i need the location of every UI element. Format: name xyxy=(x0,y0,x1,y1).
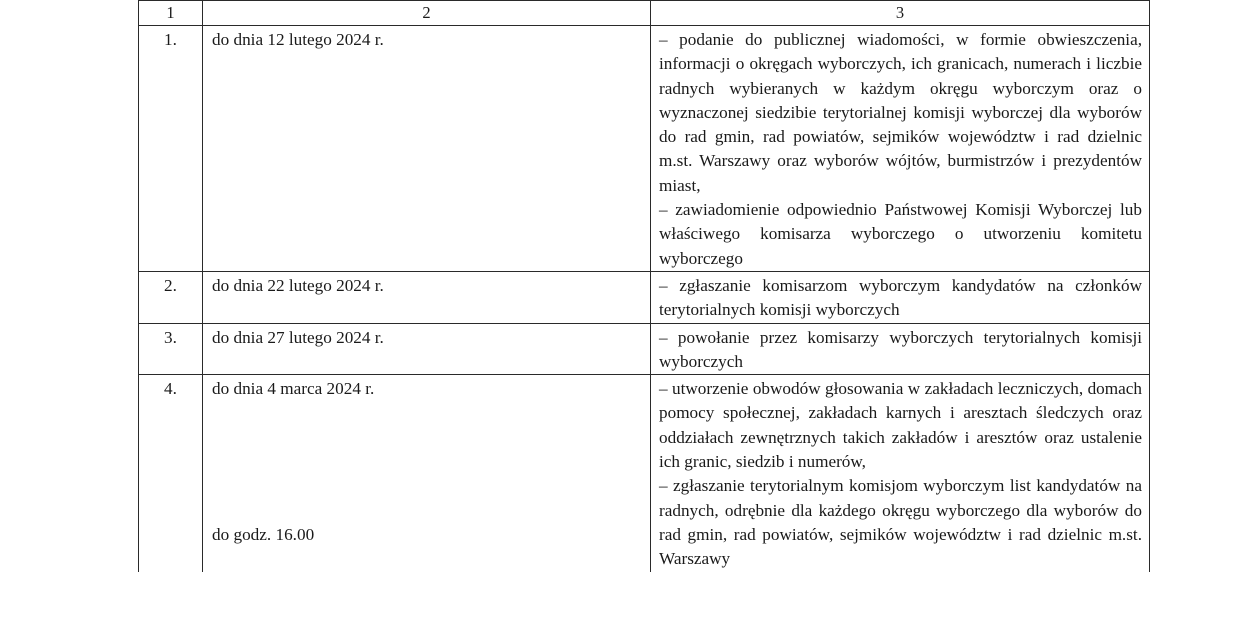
header-col-2: 2 xyxy=(203,1,651,26)
row-actions xyxy=(651,26,1150,272)
header-col-1: 1 xyxy=(139,1,203,26)
action-item: – zawiadomienie odpowiednio Państwowej Komisji Wyborczej lub właściwego komisarza wyborczego o utworzeniu komitetu wyborczego xyxy=(659,200,1142,268)
row-date: do dnia 22 lutego 2024 r. xyxy=(203,271,651,323)
action-item: – zgłaszanie terytorialnym komisjom wyborczym list kandydatów na radnych, odrębnie dla każdego okręgu wyborczego dla wyborów do rad gmin, rad powiatów, sejmików województw i rad dzielnic m.st. Warszawy xyxy=(659,476,1142,569)
row-date: do dnia 4 marca 2024 r. xyxy=(212,379,375,399)
row-number: 4. xyxy=(139,375,203,572)
table-row xyxy=(139,26,1150,272)
table-row xyxy=(139,375,1150,572)
action-item: – powołanie przez komisarzy wyborczych terytorialnych komisji wyborczych xyxy=(659,327,1142,371)
row-actions xyxy=(651,323,1150,375)
row-date-time: do godz. 16.00 xyxy=(212,525,315,545)
action-item: – utworzenie obwodów głosowania w zakładach leczniczych, domach pomocy społecznej, zakładach karnych i aresztach śledczych oraz oddziałach zewnętrznych takich zakładów i aresztów oraz ustalenie ich granic, siedzib i numerów, xyxy=(659,379,1142,472)
table-row xyxy=(139,271,1150,323)
action-item: – podanie do publicznej wiadomości, w formie obwieszczenia, informacji o okręgach wyborczych, ich granicach, numerach i liczbie radnych wybieranych w każdym okręgu wyborczym oraz o wyznaczonej siedzibie terytorialnej komisji wyborczej dla wyborów do rad gmin, rad powiatów, sejmików województw i rad dzielnic m.st. Warszawy oraz wyborów wójtów, burmistrzów i prezydentów miast, xyxy=(659,30,1142,195)
table-header-row xyxy=(139,1,1150,26)
row-date-cell xyxy=(203,375,651,572)
row-actions xyxy=(651,375,1150,572)
row-number: 3. xyxy=(139,323,203,375)
row-date: do dnia 27 lutego 2024 r. xyxy=(203,323,651,375)
header-col-3: 3 xyxy=(651,1,1150,26)
action-item: – zgłaszanie komisarzom wyborczym kandydatów na członków terytorialnych komisji wyborczych xyxy=(659,275,1142,320)
election-calendar-table xyxy=(138,0,1150,572)
row-date: do dnia 12 lutego 2024 r. xyxy=(203,26,651,272)
row-actions xyxy=(651,271,1150,323)
row-number: 2. xyxy=(139,271,203,323)
row-number: 1. xyxy=(139,26,203,272)
table-row xyxy=(139,323,1150,375)
date-spacer xyxy=(212,401,642,523)
